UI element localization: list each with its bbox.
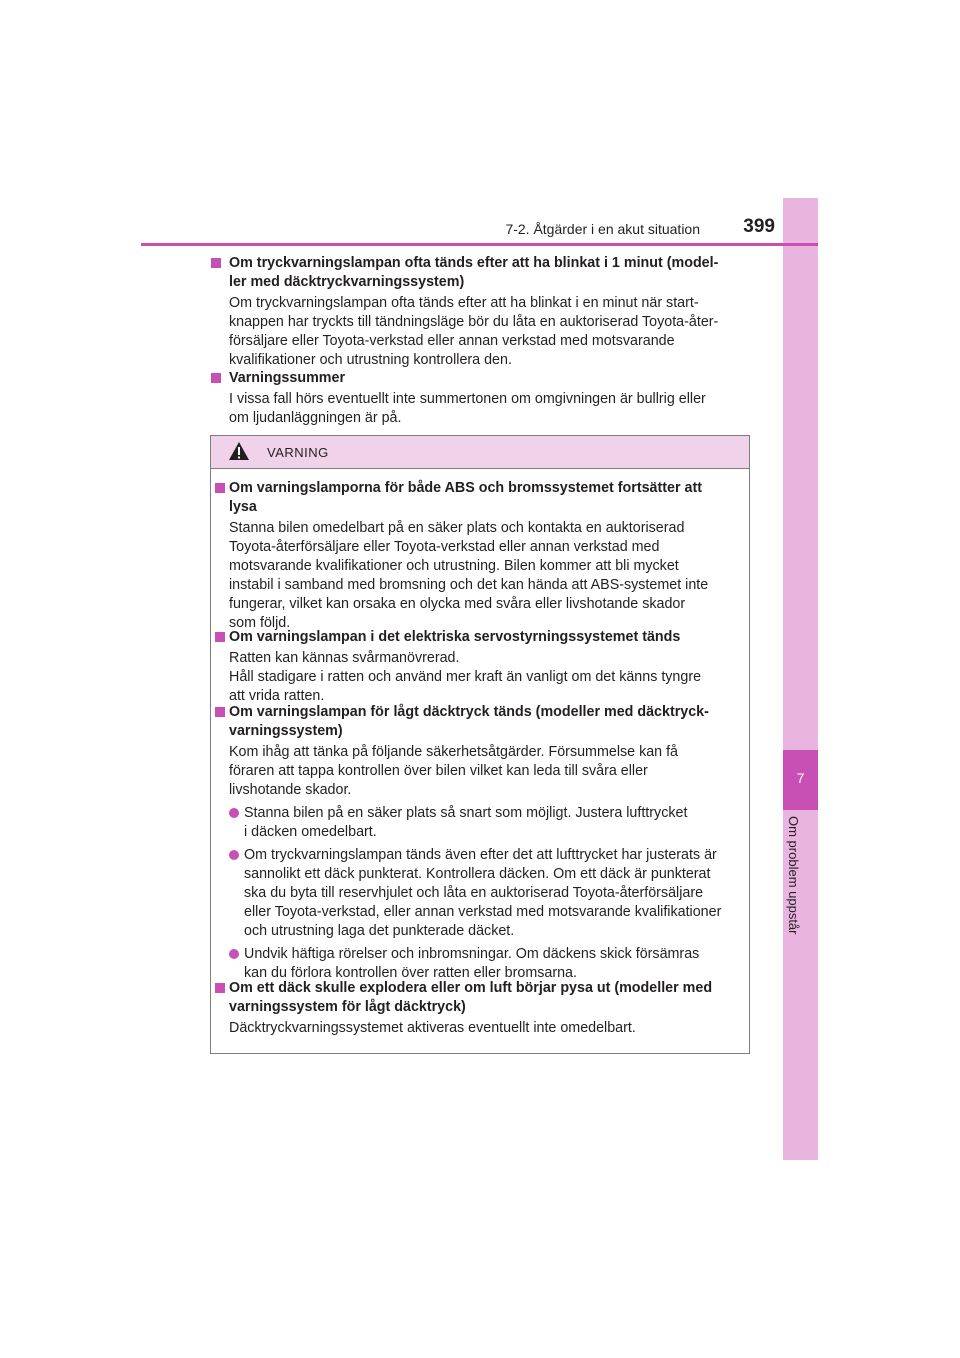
square-bullet-icon — [215, 483, 225, 493]
square-bullet-icon — [211, 373, 221, 383]
square-bullet-icon — [215, 983, 225, 993]
round-bullet-icon — [229, 949, 239, 959]
header-divider — [141, 243, 818, 246]
warning-item-low-tire-pressure: Om varningslampan för lågt däcktryck tänds (modeller med däcktryck- varningssystem) Kom ihåg att tänka på följande säkerhetsåtgärder. Försummelse kan få föraren att tappa kontrollen över bilen vilket kan leda till svåra eller livshotande skador. Stanna bilen på en säker plats så snart som möjligt. Justera lufttrycket i däcken omedelbart. Om tryckvarningslampan tänds även efter det att lufttrycket har justerats är sannolikt ett däck punkterat. Kontrollera däcken. Om ett däck är punkterat ska du byta till reservhjulet och låta en auktoriserad Toyota-återförsäljare eller Toyota-verkstad, eller annan verkstad med motsvarande kvalifikationer och utrustning laga det punkterade däcket. Undvik häftiga rörelser och inbromsningar. Om däckens skick försämras kan du förlora kontrollen över ratten eller bromsarna. — [215, 703, 742, 983]
chapter-label: Om problem uppstår — [786, 816, 801, 935]
section-tire-pressure-lamp — [211, 254, 747, 370]
warning-triangle-icon — [228, 441, 250, 461]
warning-item-tire-burst: Om ett däck skulle explodera eller om luft börjar pysa ut (modeller med varningssystem för lågt däcktryck) Däcktryckvarningssystemet aktiveras eventuellt inte omedelbart. — [215, 979, 742, 1038]
section-title: 7-2. Åtgärder i en akut situation — [505, 221, 700, 237]
warning-item-abs-brake: Om varningslamporna för både ABS och bromssystemet fortsätter att lysa Stanna bilen omedelbart på en säker plats och kontakta en auktoriserad Toyota-återförsäljare eller Toyota-verkstad eller annan verkstad med motsvarande kvalifikationer och utrustning. Bilen kommer att bli mycket instabil i samband med bromsning och det kan hända att ABS-systemet inte fungerar, vilket kan orsaka en olycka med svåra eller livshotande skador som följd. — [215, 479, 742, 633]
section-heading: Om tryckvarningslampan ofta tänds efter att ha blinkat i 1 minut (model- ler med däcktryckvarningssystem) — [211, 254, 747, 292]
warning-header — [211, 436, 749, 469]
chapter-side-tab — [783, 198, 818, 1160]
section-warning-buzzer — [211, 369, 747, 428]
warning-item-power-steering: Om varningslampan i det elektriska servostyrningssystemet tänds Ratten kan kännas svårmanövrerad. Håll stadigare i ratten och använd mer kraft än vanligt om det känns tyngre att vrida ratten. — [215, 628, 742, 706]
warning-box — [210, 435, 750, 1054]
warning-title: VARNING — [267, 445, 329, 460]
round-bullet-icon — [229, 808, 239, 818]
list-item: Undvik häftiga rörelser och inbromsningar. Om däckens skick försämras kan du förlora kontrollen över ratten eller bromsarna. — [215, 945, 742, 983]
section-body: I vissa fall hörs eventuellt inte summertonen om omgivningen är bullrig eller om ljudanläggningen är på. — [229, 391, 706, 426]
page-number: 399 — [743, 216, 775, 237]
square-bullet-icon — [215, 707, 225, 717]
round-bullet-icon — [229, 850, 239, 860]
list-item: Om tryckvarningslampan tänds även efter det att lufttrycket har justerats är sannolikt ett däck punkterat. Kontrollera däcken. Om ett däck är punkterat ska du byta till reservhjulet och låta en auktoriserad Toyota-återförsäljare eller Toyota-verkstad, eller annan verkstad med motsvarande kvalifikationer och utrustning laga det punkterade däcket. — [215, 846, 742, 941]
list-item: Stanna bilen på en säker plats så snart som möjligt. Justera lufttrycket i däcken omedelbart. — [215, 804, 742, 842]
section-heading: Varningssummer — [211, 369, 747, 388]
section-body: Om tryckvarningslampan ofta tänds efter att ha blinkat i en minut när start- knappen har tryckts till tändningsläge bör du låta en auktoriserad Toyota-åter- försäljare eller Toyota-verkstad eller annan verkstad med motsvarande kvalifikationer och utrustning kontrollera den. — [229, 295, 719, 368]
square-bullet-icon — [211, 258, 221, 268]
square-bullet-icon — [215, 632, 225, 642]
chapter-number: 7 — [783, 750, 818, 810]
